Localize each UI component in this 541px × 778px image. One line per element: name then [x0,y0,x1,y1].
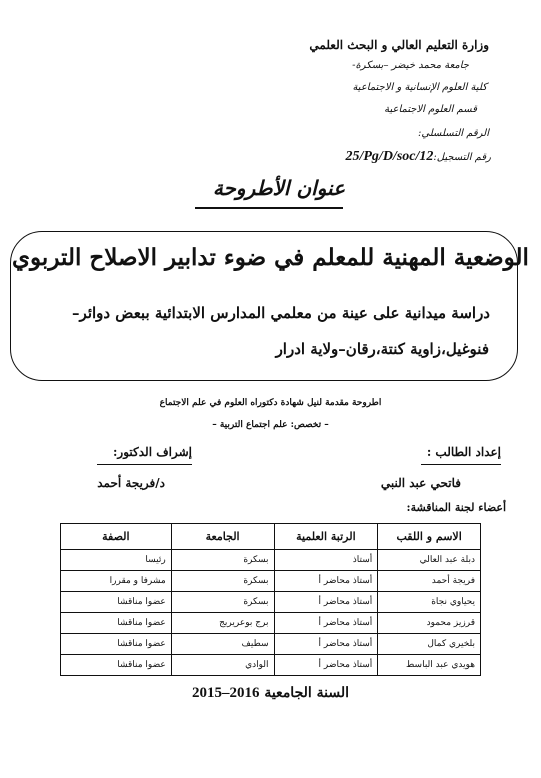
table-row [61,571,481,592]
member-role: عضوا مناقشا [61,613,172,634]
registration-number [345,149,491,165]
academic-year-label: السنة الجامعية [264,685,350,701]
member-name: فريجة أحمد [378,571,481,592]
table-row [61,592,481,613]
member-role: مشرفا و مقررا [61,571,172,592]
thesis-subtitle-line-2: فنوغيل،زاوية كنتة،رقان–ولاية ادرار [275,340,489,358]
heading-underline [195,207,343,209]
member-university: الوادي [171,655,274,676]
member-name: يحياوي نجاة [378,592,481,613]
member-rank: أستاذ محاضر أ [274,634,378,655]
member-university: بسكرة [171,592,274,613]
column-header-rank: الرتبة العلمية [274,524,378,550]
table-row [61,550,481,571]
faculty-name: كلية العلوم الإنسانية و الاجتماعية [352,82,487,93]
supervisor-name: د/فريجة أحمد [97,476,165,490]
member-rank: أستاذ محاضر أ [274,592,378,613]
degree-statement: اطروحة مقدمة لنيل شهادة دكتوراه العلوم في علم الاجتماع [159,398,382,408]
table-row [61,613,481,634]
member-name: دبلة عبد العالي [378,550,481,571]
column-header-name: الاسم و اللقب [378,524,481,550]
table-row [61,655,481,676]
member-university: سطيف [171,634,274,655]
academic-year [0,685,541,702]
member-rank: أستاذ محاضر أ [274,613,378,634]
member-role: عضوا مناقشا [61,634,172,655]
member-university: بسكرة [171,571,274,592]
committee-table [60,523,481,676]
prepared-by-underline [421,464,501,465]
member-name: قرزيز محمود [378,613,481,634]
student-name: فاتحي عبد النبي [380,476,461,490]
serial-number-label: الرقم التسلسلي: [418,128,489,139]
registration-code: 25/Pg/D/soc/12 [345,149,434,164]
registration-label: رقم التسجيل: [433,152,491,163]
academic-year-value: 2015–2016 [191,685,260,701]
column-header-role: الصفة [61,524,172,550]
table-header-row [61,524,481,550]
member-university: بسكرة [171,550,274,571]
member-role: رئيسا [61,550,172,571]
ministry-name: وزارة التعليم العالي و البحث العلمي [309,38,489,52]
thesis-subtitle-line-1: دراسة ميدانية على عينة من معلمي المدارس الابتدائية ببعض دوائر– [72,304,490,322]
member-rank: أستاذ محاضر أ [274,571,378,592]
thesis-heading: عنوان الأطروحة [212,176,345,200]
thesis-title: الوضعية المهنية للمعلم في ضوء تدابير الاصلاح التربوي [12,244,529,271]
member-name: هويدي عبد الباسط [378,655,481,676]
member-role: عضوا مناقشا [61,592,172,613]
member-rank: أستاذ محاضر أ [274,655,378,676]
table-row [61,634,481,655]
member-name: بلخيري كمال [378,634,481,655]
supervisor-underline [97,464,192,465]
member-rank: أستاذ [274,550,378,571]
specialization: – تخصص: علم اجتماع التربية – [212,420,329,430]
university-name: جامعة محمد خيضر –بسكرة- [352,60,469,71]
supervisor-label: إشراف الدكتور: [112,445,192,459]
committee-label: أعضاء لجنة المناقشة: [406,501,506,514]
member-university: برج بوعريريج [171,613,274,634]
member-role: عضوا مناقشا [61,655,172,676]
prepared-by-label: إعداد الطالب : [426,445,501,459]
column-header-university: الجامعة [171,524,274,550]
department-name: قسم العلوم الاجتماعية [384,104,477,115]
